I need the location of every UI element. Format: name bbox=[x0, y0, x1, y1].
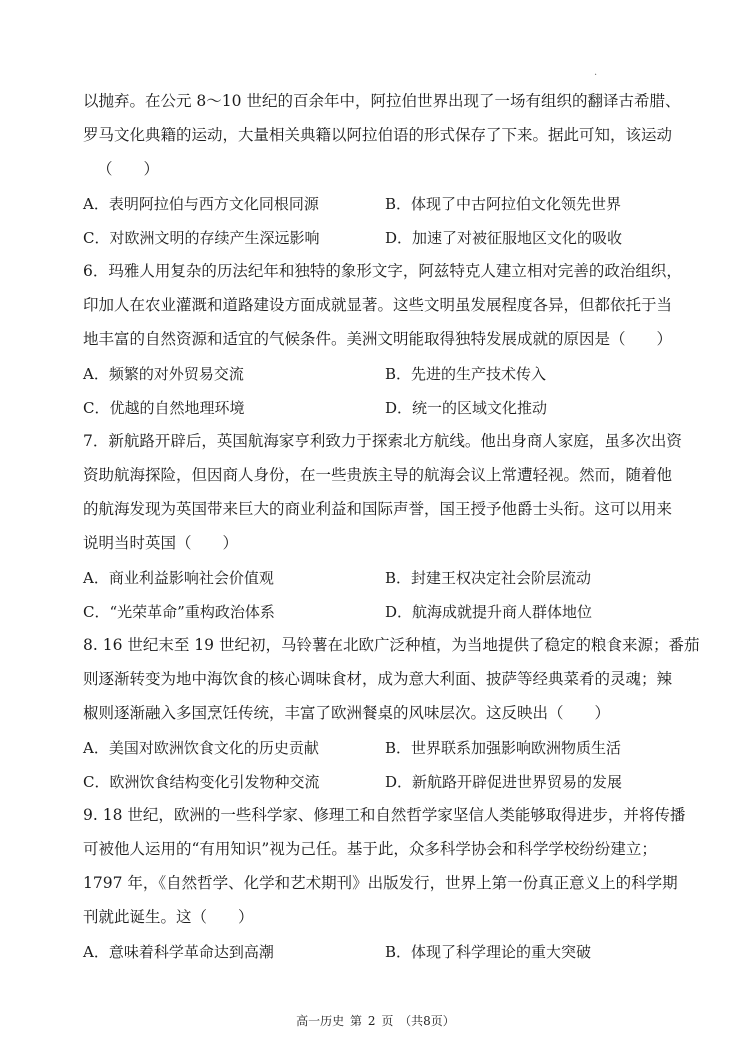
page-content bbox=[83, 84, 700, 968]
option-c[interactable]: C．优越的自然地理环境 bbox=[83, 398, 245, 417]
question-5-line-2: 罗马文化典籍的运动，大量相关典籍以阿拉伯语的形式保存了下来。据此可知，该运动 bbox=[83, 126, 673, 144]
question-8 bbox=[83, 628, 700, 798]
question-9-line-1: 9. 18 世纪，欧洲的一些科学家、修理工和自然哲学家坚信人类能够取得进步，并将传播 bbox=[83, 806, 686, 824]
option-row bbox=[83, 730, 673, 764]
option-d[interactable]: D．航海成就提升商人群体地位 bbox=[385, 602, 593, 621]
option-row bbox=[83, 390, 673, 424]
question-8-line-2: 则逐渐转变为地中海饮食的核心调味食材，成为意大利面、披萨等经典菜肴的灵魂；辣 bbox=[83, 670, 673, 688]
option-row bbox=[83, 764, 673, 798]
option-row bbox=[83, 560, 673, 594]
question-8-line-1: 8. 16 世纪末至 19 世纪初，马铃薯在北欧广泛种植，为当地提供了稳定的粮食来源；番茄 bbox=[83, 636, 700, 654]
question-8-line-3: 椒则逐渐融入多国烹饪传统，丰富了欧洲餐桌的风味层次。这反映出（ ） bbox=[83, 704, 611, 722]
question-5 bbox=[83, 84, 681, 254]
question-9-options bbox=[83, 934, 673, 968]
question-6 bbox=[83, 254, 682, 424]
option-b[interactable]: B．体现了科学理论的重大突破 bbox=[385, 942, 592, 961]
option-row bbox=[83, 594, 673, 628]
option-d[interactable]: D．新航路开辟促进世界贸易的发展 bbox=[385, 772, 623, 791]
option-c[interactable]: C．对欧洲文明的存续产生深远影响 bbox=[83, 228, 320, 247]
scan-dot: · bbox=[594, 70, 598, 81]
question-5-options bbox=[83, 186, 673, 254]
option-a[interactable]: A．频繁的对外贸易交流 bbox=[83, 364, 244, 383]
option-b[interactable]: B．世界联系加强影响欧洲物质生活 bbox=[385, 738, 622, 757]
option-c[interactable]: C．欧洲饮食结构变化引发物种交流 bbox=[83, 772, 320, 791]
question-5-line-3: （ ） bbox=[97, 160, 160, 178]
question-6-line-1: 6．玛雅人用复杂的历法纪年和独特的象形文字，阿兹特克人建立相对完善的政治组织， bbox=[83, 262, 682, 280]
question-6-options bbox=[83, 356, 673, 424]
question-7-line-1: 7．新航路开辟后，英国航海家亨利致力于探索北方航线。他出身商人家庭，虽多次出资 bbox=[83, 432, 682, 450]
page-footer bbox=[0, 1012, 751, 1029]
option-a[interactable]: A．表明阿拉伯与西方文化同根同源 bbox=[83, 194, 319, 213]
question-8-options bbox=[83, 730, 673, 798]
option-row bbox=[83, 934, 673, 968]
option-row bbox=[83, 220, 673, 254]
option-c[interactable]: C．“光荣革命”重构政治体系 bbox=[83, 602, 275, 621]
option-a[interactable]: A．商业利益影响社会价值观 bbox=[83, 568, 274, 587]
question-9 bbox=[83, 798, 686, 968]
footer-page-number: 2 bbox=[367, 1014, 376, 1028]
question-6-line-3: 地丰富的自然资源和适宜的气候条件。美洲文明能取得独特发展成就的原因是（ ） bbox=[83, 330, 673, 348]
footer-total-pages: （共8页） bbox=[399, 1014, 455, 1028]
option-row bbox=[83, 186, 673, 220]
question-6-line-2: 印加人在农业灌溉和道路建设方面成就显著。这些文明虽发展程度各异，但都依托于当 bbox=[83, 296, 673, 314]
footer-subject: 高一历史 bbox=[296, 1014, 345, 1028]
question-7-options bbox=[83, 560, 673, 628]
question-9-line-4: 刊就此诞生。这（ ） bbox=[83, 908, 254, 926]
question-7 bbox=[83, 424, 682, 628]
question-7-line-3: 的航海发现为英国带来巨大的商业利益和国际声誉，国王授予他爵士头衔。这可以用来 bbox=[83, 500, 673, 518]
question-5-line-1: 以抛弃。在公元 8～10 世纪的百余年中，阿拉伯世界出现了一场有组织的翻译古希腊、 bbox=[83, 92, 681, 110]
option-b[interactable]: B．先进的生产技术传入 bbox=[385, 364, 547, 383]
question-9-line-2: 可被他人运用的“有用知识”视为己任。基于此，众多科学协会和科学学校纷纷建立； bbox=[83, 840, 657, 858]
option-b[interactable]: B．体现了中古阿拉伯文化领先世界 bbox=[385, 194, 622, 213]
question-7-line-2: 资助航海探险，但因商人身份，在一些贵族主导的航海会议上常遭轻视。然而，随着他 bbox=[83, 466, 673, 484]
question-7-line-4: 说明当时英国（ ） bbox=[83, 534, 239, 552]
footer-di: 第 bbox=[350, 1014, 363, 1028]
option-row bbox=[83, 356, 673, 390]
question-9-line-3: 1797 年，《自然哲学、化学和艺术期刊》出版发行，世界上第一份真正意义上的科学期 bbox=[83, 874, 678, 892]
footer-ye: 页 bbox=[381, 1014, 394, 1028]
option-b[interactable]: B．封建王权决定社会阶层流动 bbox=[385, 568, 592, 587]
option-d[interactable]: D．加速了对被征服地区文化的吸收 bbox=[385, 228, 623, 247]
option-a[interactable]: A．意味着科学革命达到高潮 bbox=[83, 942, 274, 961]
option-d[interactable]: D．统一的区域文化推动 bbox=[385, 398, 548, 417]
option-a[interactable]: A．美国对欧洲饮食文化的历史贡献 bbox=[83, 738, 319, 757]
